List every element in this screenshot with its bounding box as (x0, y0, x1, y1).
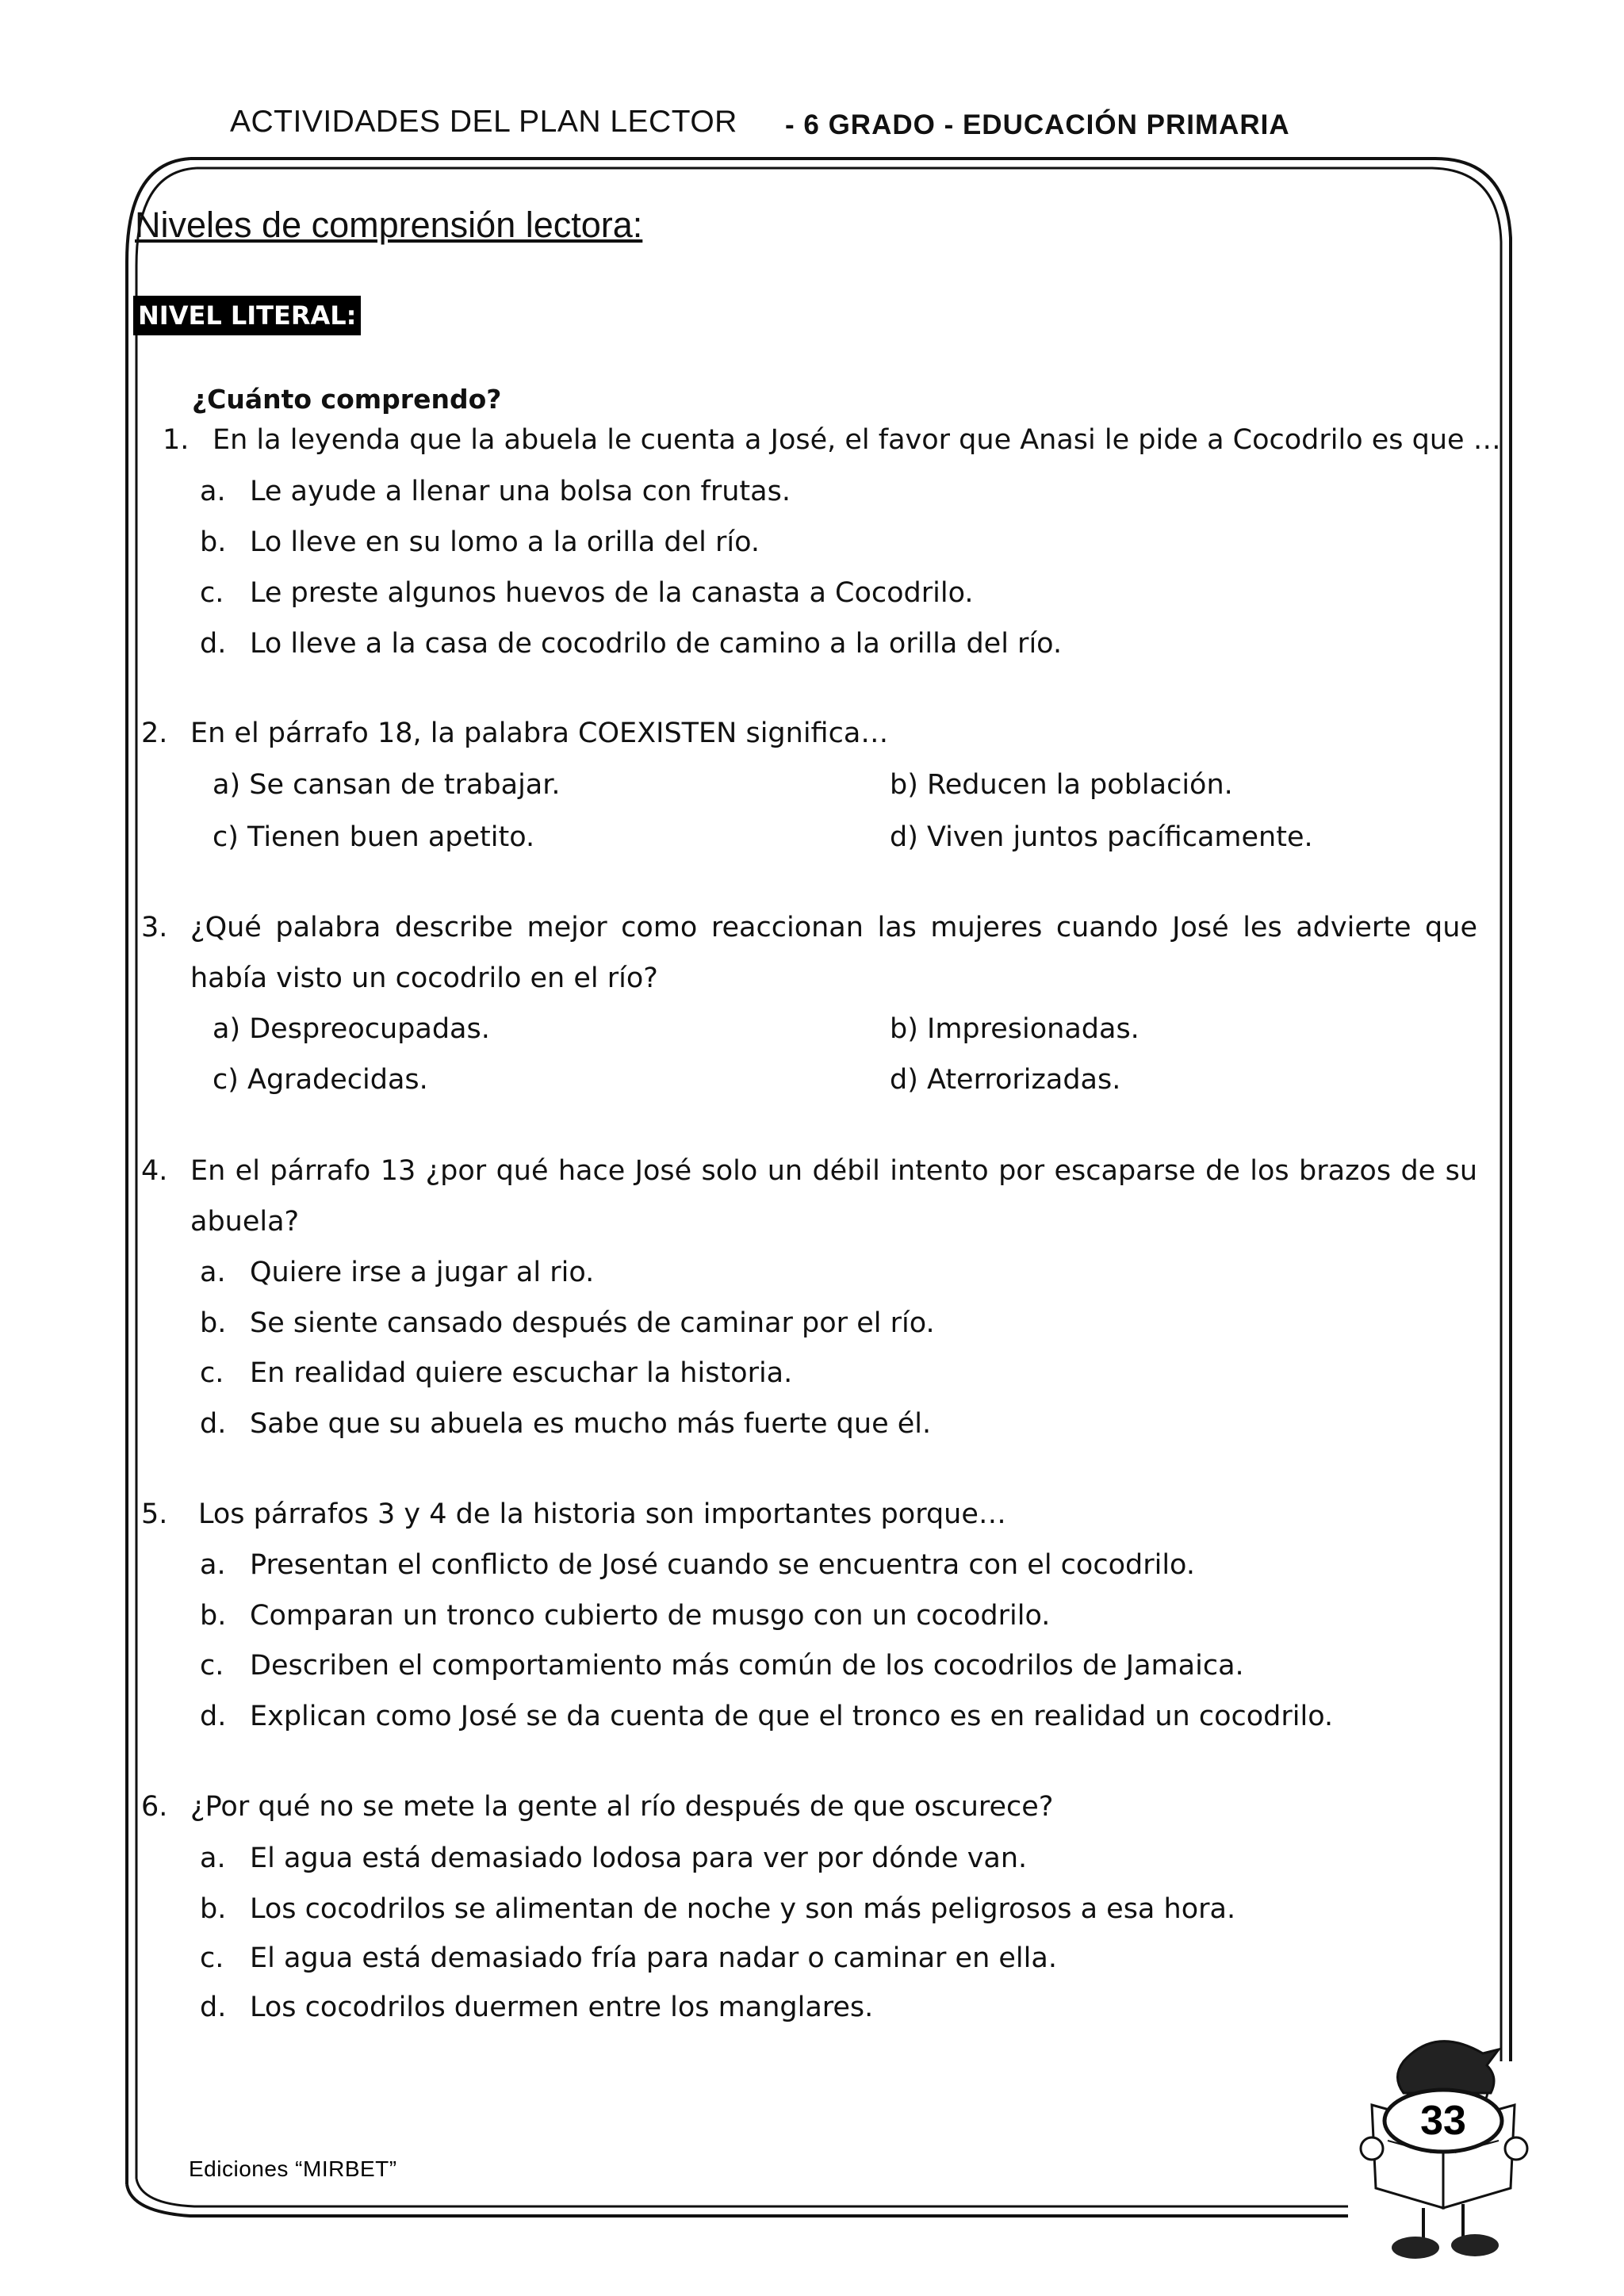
question-6-number: 6. (141, 1791, 168, 1823)
option-text: Lo lleve en su lomo a la orilla del río. (250, 526, 760, 558)
option-letter: c. (200, 1650, 224, 1682)
option-letter: d. (200, 628, 227, 660)
option-letter: b. (200, 1307, 227, 1339)
option-text: a) Despreocupadas. (213, 1013, 490, 1045)
option-text: b) Reducen la población. (890, 769, 1233, 801)
option-text: En realidad quiere escuchar la historia. (250, 1357, 793, 1389)
option-text: Sabe que su abuela es mucho más fuerte que él. (250, 1408, 932, 1440)
question-3-text-line-1: ¿Qué palabra describe mejor como reaccionan las mujeres cuando José les advierte que (190, 912, 1477, 943)
option-text: Le ayude a llenar una bolsa con frutas. (250, 476, 791, 507)
option-letter: c. (200, 1357, 224, 1389)
header-title: ACTIVIDADES DEL PLAN LECTOR (230, 105, 737, 139)
option-text: Quiere irse a jugar al rio. (250, 1257, 595, 1288)
option-letter: d. (200, 1408, 227, 1440)
option-text: Los cocodrilos duermen entre los manglares. (250, 1992, 874, 2023)
option-text: Comparan un tronco cubierto de musgo con un cocodrilo. (250, 1600, 1051, 1632)
option-text: Presentan el conflicto de José cuando se encuentra con el cocodrilo. (250, 1549, 1195, 1581)
option-text: a) Se cansan de trabajar. (213, 769, 561, 801)
question-2-text: En el párrafo 18, la palabra COEXISTEN significa… (190, 718, 889, 749)
option-text: Los cocodrilos se alimentan de noche y son más peligrosos a esa hora. (250, 1893, 1236, 1925)
option-text: d) Viven juntos pacíficamente. (890, 821, 1313, 853)
option-letter: d. (200, 1701, 227, 1732)
question-4-text-line-1: En el párrafo 13 ¿por qué hace José solo un débil intento por escaparse de los brazos de su (190, 1155, 1477, 1187)
option-letter: c. (200, 1942, 224, 1974)
option-text: Explican como José se da cuenta de que el tronco es en realidad un cocodrilo. (250, 1701, 1334, 1732)
publisher-footer: Ediciones “MIRBET” (189, 2156, 397, 2181)
option-letter: a. (200, 476, 226, 507)
header-grade: - 6 GRADO - EDUCACIÓN PRIMARIA (785, 109, 1290, 140)
question-1-text: En la leyenda que la abuela le cuenta a José, el favor que Anasi le pide a Cocodrilo es que … (213, 424, 1501, 456)
option-letter: d. (200, 1992, 227, 2023)
question-2-number: 2. (141, 718, 168, 749)
option-letter: b. (200, 1893, 227, 1925)
question-6-text: ¿Por qué no se mete la gente al río después de que oscurece? (190, 1791, 1054, 1823)
option-letter: a. (200, 1843, 226, 1874)
option-text: El agua está demasiado fría para nadar o caminar en ella. (250, 1942, 1057, 1974)
question-3-text-line-2: había visto un cocodrilo en el río? (190, 962, 658, 994)
option-text: Le preste algunos huevos de la canasta a Cocodrilo. (250, 577, 974, 609)
option-text: c) Tienen buen apetito. (213, 821, 535, 853)
option-text: Lo lleve a la casa de cocodrilo de camino a la orilla del río. (250, 628, 1063, 660)
question-5-number: 5. (141, 1498, 168, 1530)
question-4-number: 4. (141, 1155, 168, 1187)
question-3-number: 3. (141, 912, 168, 943)
page-number: 33 (1420, 2098, 1466, 2144)
option-text: Se siente cansado después de caminar por el río. (250, 1307, 935, 1339)
option-letter: a. (200, 1549, 226, 1581)
option-text: El agua está demasiado lodosa para ver por dónde van. (250, 1843, 1028, 1874)
option-text: Describen el comportamiento más común de los cocodrilos de Jamaica. (250, 1650, 1244, 1682)
page-number-badge (1380, 2085, 1507, 2156)
question-1-number: 1. (163, 424, 190, 456)
question-5-text: Los párrafos 3 y 4 de la historia son importantes porque… (198, 1498, 1006, 1530)
option-letter: b. (200, 1600, 227, 1632)
question-4-text-line-2: abuela? (190, 1206, 300, 1238)
option-text: d) Aterrorizadas. (890, 1064, 1121, 1096)
subtitle: ¿Cuánto comprendo? (192, 384, 502, 415)
section-title: Niveles de comprensión lectora: (135, 205, 643, 245)
option-text: c) Agradecidas. (213, 1064, 428, 1096)
option-letter: b. (200, 526, 227, 558)
option-letter: a. (200, 1257, 226, 1288)
level-label: NIVEL LITERAL: (133, 296, 361, 335)
option-letter: c. (200, 577, 224, 609)
option-text: b) Impresionadas. (890, 1013, 1139, 1045)
